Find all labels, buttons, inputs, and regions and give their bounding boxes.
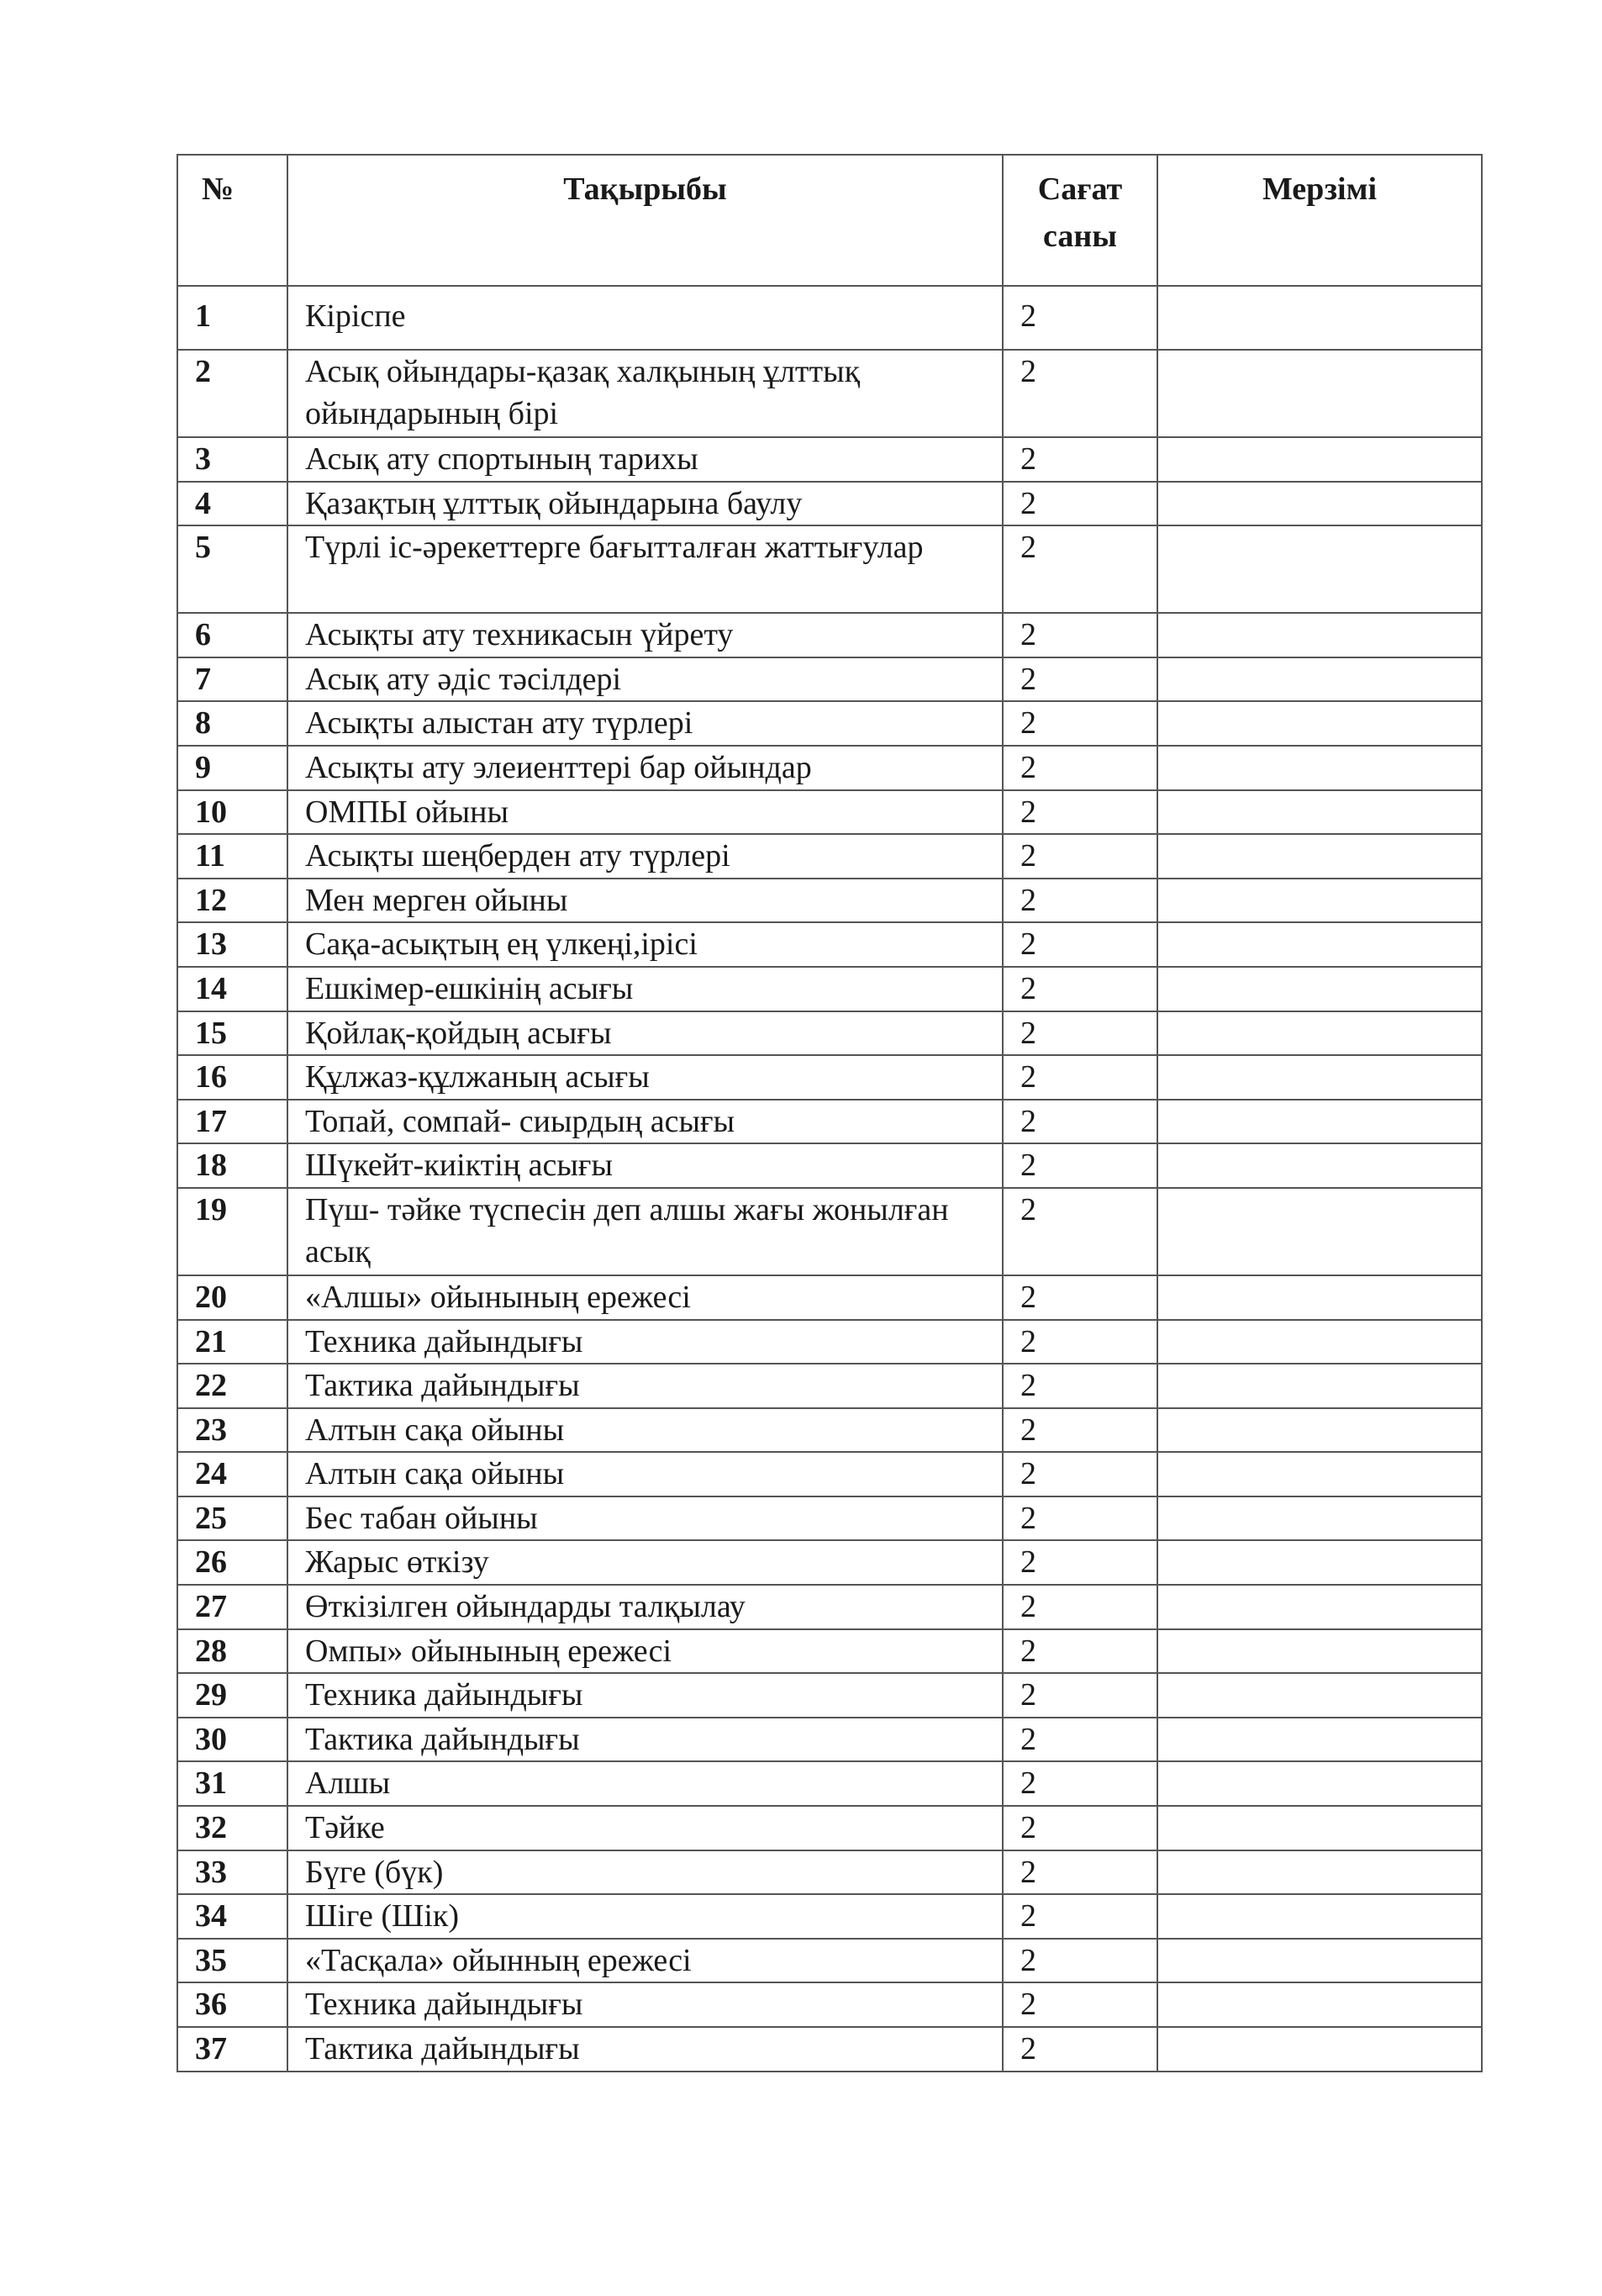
row-topic: ОМПЫ ойыны (287, 790, 1003, 835)
row-number: 27 (177, 1585, 287, 1629)
row-hours: 2 (1003, 1718, 1157, 1762)
row-number: 18 (177, 1143, 287, 1188)
row-topic: Құлжаз-құлжаның асығы (287, 1055, 1003, 1100)
row-deadline (1157, 922, 1482, 967)
row-deadline (1157, 1673, 1482, 1718)
row-topic: Тактика дайындығы (287, 1364, 1003, 1408)
row-hours: 2 (1003, 482, 1157, 526)
table-row (177, 1143, 1482, 1188)
row-topic: Асықты алыстан ату түрлері (287, 701, 1003, 746)
row-number: 37 (177, 2027, 287, 2072)
row-hours: 2 (1003, 922, 1157, 967)
row-hours: 2 (1003, 437, 1157, 482)
row-hours: 2 (1003, 701, 1157, 746)
row-hours: 2 (1003, 1275, 1157, 1320)
row-deadline (1157, 525, 1482, 613)
row-hours: 2 (1003, 1761, 1157, 1806)
row-deadline (1157, 701, 1482, 746)
table-row (177, 525, 1482, 613)
row-deadline (1157, 1011, 1482, 1056)
row-topic: Мен мерген ойыны (287, 879, 1003, 923)
row-number: 32 (177, 1806, 287, 1850)
row-number: 28 (177, 1629, 287, 1674)
table-row (177, 1894, 1482, 1939)
row-topic: Қойлақ-қойдың асығы (287, 1011, 1003, 1056)
row-hours: 2 (1003, 1055, 1157, 1100)
row-hours: 2 (1003, 286, 1157, 350)
table-row (177, 701, 1482, 746)
row-hours: 2 (1003, 1585, 1157, 1629)
table-row (177, 1188, 1482, 1275)
row-topic: Сақа-асықтың ең үлкеңі,ірісі (287, 922, 1003, 967)
row-number: 9 (177, 746, 287, 790)
row-hours: 2 (1003, 1188, 1157, 1275)
row-deadline (1157, 1629, 1482, 1674)
table-row (177, 1982, 1482, 2027)
row-deadline (1157, 1540, 1482, 1585)
table-row (177, 922, 1482, 967)
row-number: 35 (177, 1939, 287, 1983)
row-deadline (1157, 1718, 1482, 1762)
row-deadline (1157, 1275, 1482, 1320)
row-hours: 2 (1003, 1364, 1157, 1408)
row-deadline (1157, 2027, 1482, 2072)
row-hours: 2 (1003, 1143, 1157, 1188)
header-deadline: Мерзімі (1157, 155, 1482, 286)
row-topic: Алшы (287, 1761, 1003, 1806)
row-number: 2 (177, 350, 287, 437)
row-deadline (1157, 613, 1482, 657)
table-row (177, 1011, 1482, 1056)
row-number: 19 (177, 1188, 287, 1275)
table-row (177, 1100, 1482, 1144)
schedule-table (177, 154, 1483, 2072)
row-deadline (1157, 967, 1482, 1011)
row-topic: Асықты ату элеиенттері бар ойындар (287, 746, 1003, 790)
row-deadline (1157, 746, 1482, 790)
row-deadline (1157, 286, 1482, 350)
table-row (177, 1540, 1482, 1585)
table-row (177, 482, 1482, 526)
table-row (177, 657, 1482, 702)
row-hours: 2 (1003, 1496, 1157, 1541)
row-hours: 2 (1003, 1850, 1157, 1895)
row-hours: 2 (1003, 1011, 1157, 1056)
row-deadline (1157, 790, 1482, 835)
header-hours: Сағат саны (1003, 155, 1157, 286)
table-row (177, 1452, 1482, 1496)
row-topic: Пүш- тәйке түспесін деп алшы жағы жонылған асық (287, 1188, 1003, 1275)
table-row (177, 1806, 1482, 1850)
row-hours: 2 (1003, 613, 1157, 657)
header-number: № (177, 155, 287, 286)
row-number: 29 (177, 1673, 287, 1718)
row-number: 23 (177, 1408, 287, 1453)
row-number: 11 (177, 834, 287, 879)
row-topic: Тәйке (287, 1806, 1003, 1850)
row-hours: 2 (1003, 1629, 1157, 1674)
row-number: 17 (177, 1100, 287, 1144)
row-topic: Асық ойындары-қазақ халқының ұлттық ойындарының бірі (287, 350, 1003, 437)
row-topic: Топай, сомпай- сиырдың асығы (287, 1100, 1003, 1144)
table-row (177, 1629, 1482, 1674)
table-row (177, 790, 1482, 835)
row-number: 7 (177, 657, 287, 702)
row-topic: Ешкімер-ешкінің асығы (287, 967, 1003, 1011)
row-deadline (1157, 879, 1482, 923)
row-number: 3 (177, 437, 287, 482)
row-topic: Алтын сақа ойыны (287, 1452, 1003, 1496)
table-row (177, 879, 1482, 923)
row-topic: Асық ату спортының тарихы (287, 437, 1003, 482)
row-deadline (1157, 1496, 1482, 1541)
row-deadline (1157, 1055, 1482, 1100)
row-topic: Техника дайындығы (287, 1673, 1003, 1718)
row-deadline (1157, 1100, 1482, 1144)
row-deadline (1157, 1364, 1482, 1408)
row-topic: «Алшы» ойынының ережесі (287, 1275, 1003, 1320)
row-hours: 2 (1003, 879, 1157, 923)
header-topic: Тақырыбы (287, 155, 1003, 286)
row-deadline (1157, 1143, 1482, 1188)
row-topic: Омпы» ойынының ережесі (287, 1629, 1003, 1674)
row-hours: 2 (1003, 790, 1157, 835)
row-number: 22 (177, 1364, 287, 1408)
row-number: 25 (177, 1496, 287, 1541)
row-number: 8 (177, 701, 287, 746)
row-hours: 2 (1003, 1894, 1157, 1939)
row-number: 20 (177, 1275, 287, 1320)
row-topic: «Тасқала» ойынның ережесі (287, 1939, 1003, 1983)
table-row (177, 1585, 1482, 1629)
row-number: 12 (177, 879, 287, 923)
row-deadline (1157, 1585, 1482, 1629)
table-row (177, 967, 1482, 1011)
row-topic: Түрлі іс-әрекеттерге бағытталған жаттығулар (287, 525, 1003, 613)
row-number: 21 (177, 1320, 287, 1364)
table-row (177, 834, 1482, 879)
table-row (177, 1496, 1482, 1541)
row-hours: 2 (1003, 657, 1157, 702)
row-hours: 2 (1003, 1982, 1157, 2027)
row-hours: 2 (1003, 1408, 1157, 1453)
row-hours: 2 (1003, 525, 1157, 613)
row-hours: 2 (1003, 746, 1157, 790)
row-number: 5 (177, 525, 287, 613)
row-number: 14 (177, 967, 287, 1011)
row-topic: Асықты ату техникасын үйрету (287, 613, 1003, 657)
row-number: 33 (177, 1850, 287, 1895)
row-topic: Өткізілген ойындарды талқылау (287, 1585, 1003, 1629)
table-row (177, 2027, 1482, 2072)
row-topic: Техника дайындығы (287, 1320, 1003, 1364)
table-row (177, 1055, 1482, 1100)
row-number: 15 (177, 1011, 287, 1056)
table-row (177, 1761, 1482, 1806)
table-row (177, 1364, 1482, 1408)
row-hours: 2 (1003, 1452, 1157, 1496)
row-number: 24 (177, 1452, 287, 1496)
row-deadline (1157, 1894, 1482, 1939)
row-deadline (1157, 1850, 1482, 1895)
row-number: 30 (177, 1718, 287, 1762)
row-hours: 2 (1003, 1540, 1157, 1585)
table-row (177, 613, 1482, 657)
row-topic: Қазақтың ұлттық ойындарына баулу (287, 482, 1003, 526)
row-topic: Бүге (бүк) (287, 1850, 1003, 1895)
table-row (177, 746, 1482, 790)
row-topic: Кіріспе (287, 286, 1003, 350)
table-row (177, 1673, 1482, 1718)
row-deadline (1157, 1939, 1482, 1983)
row-topic: Асық ату әдіс тәсілдері (287, 657, 1003, 702)
table-row (177, 1408, 1482, 1453)
row-topic: Жарыс өткізу (287, 1540, 1003, 1585)
row-deadline (1157, 1408, 1482, 1453)
row-number: 26 (177, 1540, 287, 1585)
header-row (177, 155, 1482, 286)
row-number: 34 (177, 1894, 287, 1939)
row-topic: Алтын сақа ойыны (287, 1408, 1003, 1453)
row-topic: Бес табан ойыны (287, 1496, 1003, 1541)
row-topic: Шіге (Шік) (287, 1894, 1003, 1939)
row-hours: 2 (1003, 1806, 1157, 1850)
row-deadline (1157, 834, 1482, 879)
row-deadline (1157, 482, 1482, 526)
table-row (177, 1275, 1482, 1320)
row-hours: 2 (1003, 1939, 1157, 1983)
table-row (177, 286, 1482, 350)
row-number: 4 (177, 482, 287, 526)
row-number: 1 (177, 286, 287, 350)
row-topic: Шүкейт-киіктің асығы (287, 1143, 1003, 1188)
row-number: 36 (177, 1982, 287, 2027)
row-hours: 2 (1003, 1673, 1157, 1718)
row-number: 13 (177, 922, 287, 967)
row-topic: Техника дайындығы (287, 1982, 1003, 2027)
table-row (177, 1718, 1482, 1762)
row-topic: Асықты шеңберден ату түрлері (287, 834, 1003, 879)
row-deadline (1157, 657, 1482, 702)
row-hours: 2 (1003, 2027, 1157, 2072)
row-topic: Тактика дайындығы (287, 1718, 1003, 1762)
row-hours: 2 (1003, 834, 1157, 879)
row-deadline (1157, 437, 1482, 482)
table-row (177, 350, 1482, 437)
row-deadline (1157, 1761, 1482, 1806)
row-hours: 2 (1003, 350, 1157, 437)
row-topic: Тактика дайындығы (287, 2027, 1003, 2072)
table-row (177, 1850, 1482, 1895)
row-number: 6 (177, 613, 287, 657)
table-row (177, 1320, 1482, 1364)
row-number: 31 (177, 1761, 287, 1806)
table-body (177, 286, 1482, 2072)
row-number: 10 (177, 790, 287, 835)
row-deadline (1157, 1982, 1482, 2027)
row-deadline (1157, 1452, 1482, 1496)
row-deadline (1157, 1188, 1482, 1275)
row-number: 16 (177, 1055, 287, 1100)
row-hours: 2 (1003, 1320, 1157, 1364)
row-hours: 2 (1003, 1100, 1157, 1144)
row-deadline (1157, 350, 1482, 437)
row-deadline (1157, 1320, 1482, 1364)
row-hours: 2 (1003, 967, 1157, 1011)
table-row (177, 1939, 1482, 1983)
table-row (177, 437, 1482, 482)
row-deadline (1157, 1806, 1482, 1850)
